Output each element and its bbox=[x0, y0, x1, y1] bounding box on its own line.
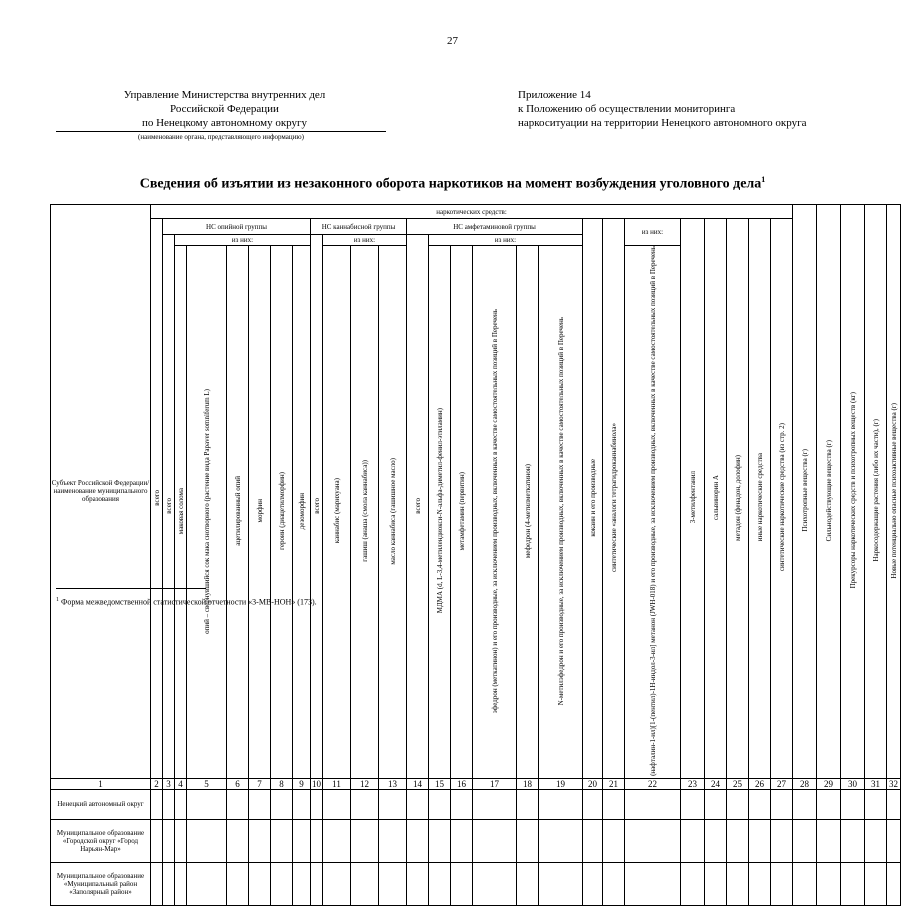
col2-header bbox=[151, 219, 163, 779]
col-num: 17 bbox=[473, 778, 517, 789]
of-them-header-1: из них: bbox=[175, 235, 311, 246]
col3-text: всего bbox=[164, 497, 173, 514]
col14-header bbox=[407, 235, 429, 779]
col28-header bbox=[793, 205, 817, 779]
col22-header bbox=[625, 246, 681, 779]
row-subject: Муниципальное образование «Городской округ «Город Нарьян-Мар» bbox=[51, 819, 151, 862]
col4-header bbox=[175, 246, 187, 779]
col28-text: Психотропные вещества (г) bbox=[800, 449, 809, 532]
seizure-table bbox=[50, 204, 901, 906]
col-num: 18 bbox=[517, 778, 539, 789]
col31-text: Наркосодержащие растения (либо их части), (г) bbox=[871, 419, 880, 562]
col21-header bbox=[603, 219, 625, 779]
col20-text: кокаин и его производные bbox=[588, 458, 597, 537]
footnote-mark: 1 bbox=[56, 597, 59, 603]
col-num: 13 bbox=[379, 778, 407, 789]
col-num: 3 bbox=[163, 778, 175, 789]
col12-header bbox=[351, 246, 379, 779]
table-row bbox=[51, 819, 901, 862]
col11-header bbox=[323, 246, 351, 779]
row-subject: Муниципальное образование «Муниципальный район «Заполярный район» bbox=[51, 862, 151, 905]
col23-text: 3-метилфентанил bbox=[688, 471, 697, 524]
title-footnote-mark: 1 bbox=[761, 175, 766, 184]
col9-text: дезоморфин bbox=[297, 492, 306, 530]
authority-line-1: Управление Министерства внутренних дел bbox=[123, 89, 326, 101]
authority-line-3: по Ненецкому автономному округу bbox=[141, 117, 308, 129]
cannabis-group-header: НС каннабисной группы bbox=[311, 219, 407, 235]
page-number: 27 bbox=[447, 35, 458, 47]
col-num: 22 bbox=[625, 778, 681, 789]
col22-text: (нафталин-1-ил)[1-(пентил)-1Н-индол-3-ил] метанон (JWH-018) и его производные, за исключением производных, включенных в качестве самостоятельных позиций в Перечень bbox=[648, 246, 657, 776]
col17-header bbox=[473, 246, 517, 779]
col-num: 32 bbox=[887, 778, 901, 789]
title-text: Сведения об изъятии из незаконного оборота наркотиков на момент возбуждения уголовного дела bbox=[139, 176, 762, 192]
of-them-header-4: из них: bbox=[625, 219, 681, 246]
col-num: 15 bbox=[429, 778, 451, 789]
col-num: 29 bbox=[817, 778, 841, 789]
subject-header-text: Субъект Российской Федерации/ наименование муниципального образования bbox=[51, 479, 150, 504]
col-num: 20 bbox=[583, 778, 603, 789]
col-num: 23 bbox=[681, 778, 705, 789]
col13-text: масло каннабиса (гашишное масло) bbox=[388, 457, 397, 565]
col5-text: опий – свернувшийся сок мака снотворного (растение вида Papaver somniferum L) bbox=[202, 388, 211, 634]
subject-header bbox=[51, 205, 151, 779]
col13-header bbox=[379, 246, 407, 779]
amph-group-header: НС амфетаминовой группы bbox=[407, 219, 583, 235]
col32-text: Новые потенциально опасные психоактивные вещества (г) bbox=[889, 402, 898, 579]
col7-header bbox=[249, 246, 271, 779]
col15-text: МДМА (d, L-3,4-метилендиокси-N-альфа-диметил-фенил-этиламин) bbox=[435, 408, 444, 614]
col8-text: героин (диацетилморфин) bbox=[277, 472, 286, 550]
authority-note: (наименование органа, представляющего информацию) bbox=[138, 133, 304, 141]
col19-header bbox=[539, 246, 583, 779]
col27-header bbox=[771, 219, 793, 779]
col-num: 10 bbox=[312, 778, 321, 789]
col6-header bbox=[227, 246, 249, 779]
col15-header bbox=[429, 246, 451, 779]
col21-text: синтетические «аналоги тетрагидроканнабинола» bbox=[609, 422, 618, 572]
col32-header bbox=[887, 205, 901, 779]
narcotics-header: наркотических средств: bbox=[151, 205, 793, 219]
appendix-line-2: к Положению об осуществлении мониторинга bbox=[518, 103, 736, 115]
table-row bbox=[51, 862, 901, 905]
col4-text: маковая солома bbox=[176, 487, 185, 535]
col26-header bbox=[749, 219, 771, 779]
col11-text: каннабис (марихуана) bbox=[332, 478, 341, 544]
col10-text: всего bbox=[312, 497, 321, 514]
authority-underline bbox=[56, 131, 386, 132]
col17-text: эфедрон (меткатинон) и его производные, за исключением производных, включенных в качестве самостоятельных позиций в Перечень bbox=[490, 308, 499, 714]
col8-header bbox=[271, 246, 293, 779]
authority-line-2: Российской Федерации bbox=[170, 103, 279, 115]
col25-header bbox=[727, 219, 749, 779]
issuing-authority bbox=[62, 88, 387, 130]
col-num: 27 bbox=[771, 778, 793, 789]
col-num: 21 bbox=[603, 778, 625, 789]
col25-text: метадон (фенадон, долофин) bbox=[733, 454, 742, 541]
col-num: 5 bbox=[187, 778, 227, 789]
col-num: 9 bbox=[293, 778, 311, 789]
col6-text: ацетилированный опий bbox=[233, 476, 242, 546]
col-num: 12 bbox=[351, 778, 379, 789]
appendix-line-1: Приложение 14 bbox=[518, 89, 591, 101]
document-title bbox=[0, 175, 905, 193]
col16-header bbox=[451, 246, 473, 779]
col9-header bbox=[293, 246, 311, 779]
column-numbers-row bbox=[51, 778, 901, 789]
col5-header bbox=[187, 246, 227, 779]
col-num: 11 bbox=[323, 778, 351, 789]
col-num: 6 bbox=[227, 778, 249, 789]
col24-header bbox=[705, 219, 727, 779]
col14-text: всего bbox=[413, 497, 422, 514]
col30-text: Прекурсоры наркотических средств и психотропных веществ (кг) bbox=[848, 392, 857, 589]
of-them-header-3: из них: bbox=[429, 235, 583, 246]
col-num: 8 bbox=[271, 778, 293, 789]
col-num: 24 bbox=[705, 778, 727, 789]
col-num: 4 bbox=[175, 778, 187, 789]
col24-text: сальвинорин А bbox=[711, 474, 720, 521]
opium-group-header: НС опийной группы bbox=[163, 219, 311, 235]
col-num: 25 bbox=[727, 778, 749, 789]
col31-header bbox=[865, 205, 887, 779]
col-num: 28 bbox=[793, 778, 817, 789]
col26-text: иные наркотические средства bbox=[755, 453, 764, 542]
col-num: 31 bbox=[865, 778, 887, 789]
col-num: 14 bbox=[407, 778, 429, 789]
col7-text: морфин bbox=[255, 499, 264, 523]
col19-text: N-метилэфедрон и его производные, за исключением производных, включенных в качестве самостоятельных позиций в Перечень bbox=[556, 316, 565, 706]
col29-header bbox=[817, 205, 841, 779]
col-num: 16 bbox=[451, 778, 473, 789]
col30-header bbox=[841, 205, 865, 779]
footnote-separator bbox=[56, 588, 206, 589]
table-row bbox=[51, 789, 901, 819]
col29-text: Сильнодействующие вещества (г) bbox=[824, 439, 833, 542]
col-num: 1 bbox=[51, 778, 151, 789]
col23-header bbox=[681, 219, 705, 779]
col-num: 2 bbox=[151, 778, 163, 789]
col3-header bbox=[163, 235, 175, 779]
col27-text: синтетические наркотические средства (из стр. 2) bbox=[777, 423, 786, 572]
col20-header bbox=[583, 219, 603, 779]
col10-header bbox=[311, 235, 323, 779]
col2-text: всего bbox=[152, 489, 161, 506]
appendix-line-3: наркоситуации на территории Ненецкого автономного округа bbox=[518, 117, 807, 129]
appendix-header bbox=[518, 88, 807, 130]
row-subject: Ненецкий автономный округ bbox=[51, 789, 151, 819]
col-num: 19 bbox=[539, 778, 583, 789]
col18-text: мефедрон (4-метилметкатинон) bbox=[523, 463, 532, 559]
col-num: 30 bbox=[841, 778, 865, 789]
col16-text: метамфетамин (первитин) bbox=[457, 471, 466, 551]
col-num: 7 bbox=[249, 778, 271, 789]
col-num: 26 bbox=[749, 778, 771, 789]
footnote bbox=[56, 597, 317, 607]
col18-header bbox=[517, 246, 539, 779]
col12-text: гашиш (анаша (смола каннабиса)) bbox=[360, 460, 369, 562]
of-them-header-2: из них: bbox=[323, 235, 407, 246]
footnote-text: Форма межведомственной статистической отчетности «3-МВ-НОН» (173). bbox=[61, 597, 317, 607]
